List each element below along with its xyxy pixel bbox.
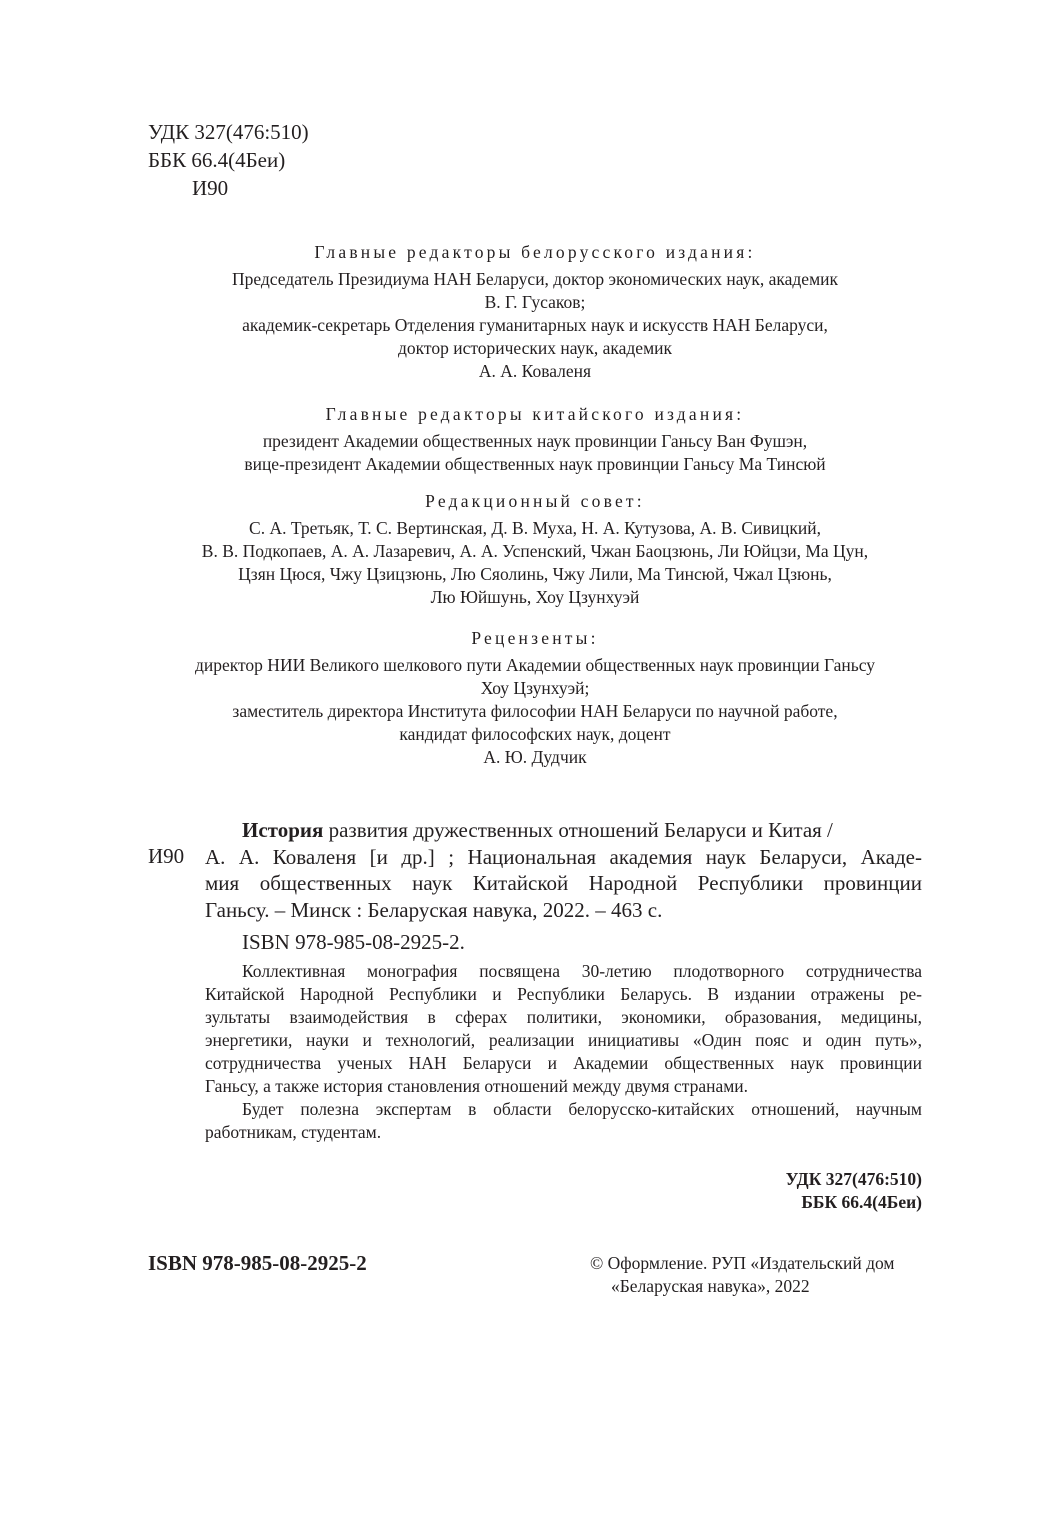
reviewers-heading: Рецензенты: <box>471 628 599 648</box>
reviewer-line: заместитель директора Института философии НАН Беларуси по научной работе, <box>232 701 838 721</box>
editor-line: доктор исторических наук, академик <box>397 338 673 358</box>
reviewers-section <box>148 627 922 769</box>
bibliographic-author-sign: И90 <box>148 844 185 868</box>
copyright-line: «Беларуская навука», 2022 <box>611 1276 810 1296</box>
reviewer-line: Хоу Цзунхуэй; <box>480 678 590 698</box>
editor-line: Председатель Президиума НАН Беларуси, доктор экономических наук, академик <box>231 269 839 289</box>
udk-code: УДК 327(476:510) <box>148 120 309 144</box>
reviewer-line: А. Ю. Дудчик <box>483 747 587 767</box>
biblio-line: Ганьсу. – Минск : Беларуская навука, 2022. – 463 с. <box>205 897 663 922</box>
biblio-line: А. А. Коваленя [и др.] ; Национальная академия наук Беларуси, Акаде- <box>205 844 922 869</box>
annotation-line: зультаты взаимодействия в сферах политики, экономики, образования, медицины, <box>205 1007 922 1027</box>
editor-line: вице-президент Академии общественных наук провинции Ганьсу Ма Тинсюй <box>244 454 826 474</box>
chinese-editors-section <box>148 403 922 476</box>
council-line: В. В. Подкопаев, А. А. Лазаревич, А. А. Успенский, Чжан Баоцзюнь, Ли Юйцзи, Ма Цун, <box>201 541 869 561</box>
udk-code-bold: УДК 327(476:510) <box>785 1169 922 1189</box>
belarusian-editors-heading: Главные редакторы белорусского издания: <box>314 242 756 262</box>
editor-line: президент Академии общественных наук провинции Ганьсу Ван Фушэн, <box>262 431 808 451</box>
biblio-title-rest: развития дружественных отношений Беларуси и Китая / <box>323 818 833 842</box>
isbn-bold: ISBN 978-985-08-2925-2 <box>148 1251 367 1275</box>
editor-line: А. А. Коваленя <box>478 361 592 381</box>
biblio-isbn: ISBN 978-985-08-2925-2. <box>242 930 465 954</box>
reviewer-line: директор НИИ Великого шелкового пути Академии общественных наук провинции Ганьсу <box>194 655 876 675</box>
annotation <box>205 960 922 1144</box>
copyright-line: © Оформление. РУП «Издательский дом <box>590 1253 895 1273</box>
reviewer-line: кандидат философских наук, доцент <box>399 724 671 744</box>
bibliographic-record <box>205 817 922 923</box>
annotation-line: Будет полезна экспертам в области белорусско-китайских отношений, научным <box>242 1099 922 1119</box>
council-line: Цзян Цюся, Чжу Цзицзюнь, Лю Сяолинь, Чжу Лили, Ма Тинсюй, Чжал Цзюнь, <box>238 564 832 584</box>
chinese-editors-heading: Главные редакторы китайского издания: <box>325 404 745 424</box>
editorial-council-heading: Редакционный совет: <box>425 491 645 511</box>
book-title-bold: История <box>242 818 324 842</box>
copyright-notice <box>590 1252 895 1298</box>
annotation-line: Ганьсу, а также история становления отношений между двумя странами. <box>205 1076 749 1096</box>
biblio-title-line <box>205 817 922 844</box>
bbk-code-bold: ББК 66.4(4Беи) <box>801 1192 922 1212</box>
annotation-line: сотрудничества ученых НАН Беларуси и Академии общественных наук провинции <box>205 1053 922 1073</box>
bbk-code: ББК 66.4(4Беи) <box>148 148 286 172</box>
editorial-council-section <box>148 490 922 609</box>
biblio-line: мия общественных наук Китайской Народной Республики провинции <box>205 871 922 895</box>
editor-line: В. Г. Гусаков; <box>484 292 586 312</box>
annotation-line: Китайской Народной Республики и Республики Беларусь. В издании отражены ре- <box>205 984 922 1004</box>
annotation-line: энергетики, науки и технологий, реализации инициативы «Один пояс и один путь», <box>205 1030 922 1050</box>
annotation-line: работникам, студентам. <box>205 1122 382 1142</box>
classification-codes-top <box>148 118 309 202</box>
editor-line: академик-секретарь Отделения гуманитарных наук и искусств НАН Беларуси, <box>242 315 828 335</box>
council-line: Лю Юйшунь, Хоу Цзунхуэй <box>430 587 640 607</box>
council-line: С. А. Третьяк, Т. С. Вертинская, Д. В. Муха, Н. А. Кутузова, А. В. Сивицкий, <box>249 518 821 538</box>
classification-codes-bottom <box>786 1168 922 1214</box>
belarusian-editors-section <box>148 241 922 383</box>
author-sign: И90 <box>192 176 229 200</box>
annotation-line: Коллективная монография посвящена 30-летию плодотворного сотрудничества <box>242 961 922 981</box>
